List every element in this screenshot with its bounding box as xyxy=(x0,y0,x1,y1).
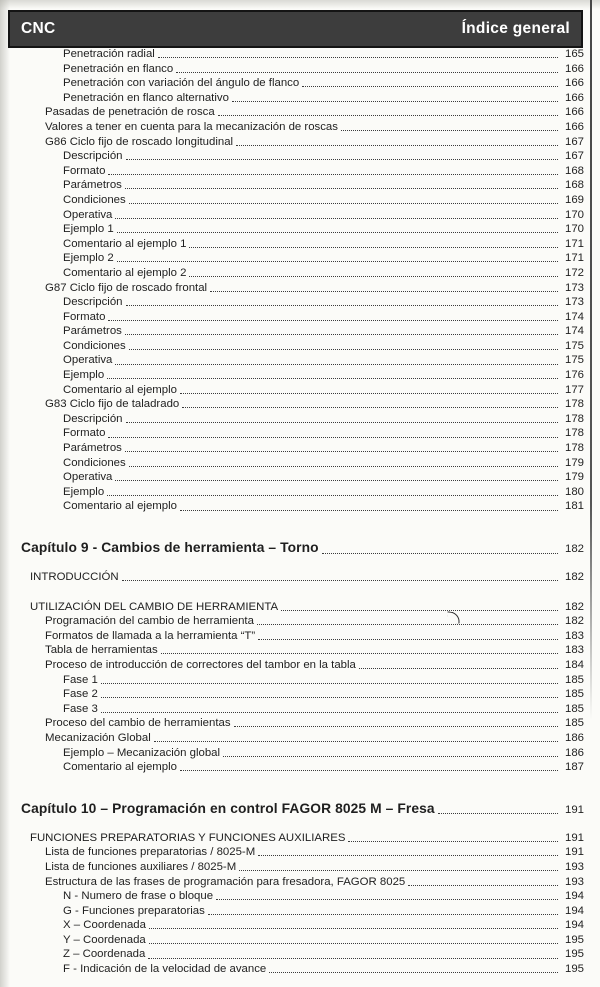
toc-entry-page: 166 xyxy=(564,91,584,104)
dot-leader xyxy=(129,203,558,204)
header-left-title: CNC xyxy=(21,20,56,37)
toc-entry-page: 184 xyxy=(564,658,584,671)
toc-entry xyxy=(0,76,584,91)
toc-entry xyxy=(0,237,584,252)
toc-entry xyxy=(0,62,584,77)
toc-entry-label: Parámetros xyxy=(63,325,122,338)
toc-entry-label: Lista de funciones preparatorias / 8025-M xyxy=(45,846,256,859)
toc-entry-label: Pasadas de penetración de rosca xyxy=(45,106,215,119)
toc-entry-label: Formato xyxy=(63,164,106,177)
toc-entry-label: Condiciones xyxy=(63,193,126,206)
toc-entry-label: Penetración radial xyxy=(63,48,155,60)
toc-entry xyxy=(0,47,584,62)
toc-entry-page: 185 xyxy=(564,702,584,715)
toc-entry xyxy=(0,426,584,441)
toc-entry-label: Penetración con variación del ángulo de flanco xyxy=(63,77,300,90)
toc-entry xyxy=(0,600,584,615)
toc-entry-page: 194 xyxy=(564,919,584,932)
dot-leader xyxy=(148,958,558,959)
toc-entry xyxy=(0,614,584,629)
toc-entry-label: Formato xyxy=(63,427,106,440)
dot-leader xyxy=(408,885,558,886)
toc-entry-page: 181 xyxy=(564,500,584,513)
toc-entry xyxy=(0,702,584,717)
dot-leader xyxy=(117,261,558,262)
header-bar xyxy=(8,10,583,48)
toc-entry-page: 193 xyxy=(564,860,584,873)
dot-leader xyxy=(359,668,558,669)
toc-entry-label: Ejemplo xyxy=(63,369,105,382)
toc-entry xyxy=(0,643,584,658)
toc-entry xyxy=(0,383,584,398)
toc-entry-label: Tabla de herramientas xyxy=(45,644,158,657)
toc-entry-page: 195 xyxy=(564,963,584,976)
toc-entry-page: 185 xyxy=(564,688,584,701)
toc-chapter xyxy=(0,538,584,557)
toc-entry xyxy=(0,845,584,860)
dot-leader xyxy=(257,624,558,625)
toc-entry-page: 185 xyxy=(564,717,584,730)
toc-entry-label: Ejemplo xyxy=(63,485,105,498)
toc-entry-page: 195 xyxy=(564,933,584,946)
toc-entry-page: 171 xyxy=(564,237,584,250)
toc-entry-label: G83 Ciclo fijo de taladrado xyxy=(45,398,180,411)
toc-entry-page: 182 xyxy=(564,571,584,583)
toc-entry-page: 170 xyxy=(564,208,584,221)
dot-leader xyxy=(108,320,558,321)
dot-leader xyxy=(281,610,558,611)
toc-entry xyxy=(0,135,584,150)
dot-leader xyxy=(108,437,558,438)
toc-entry xyxy=(0,222,584,237)
toc-entry-label: Parámetros xyxy=(63,442,122,455)
toc-entry-page: 183 xyxy=(564,629,584,642)
dot-leader xyxy=(126,159,558,160)
toc-entry xyxy=(0,251,584,266)
toc-entry-page: 180 xyxy=(564,485,584,498)
dot-leader xyxy=(234,726,558,727)
dot-leader xyxy=(322,553,558,554)
dot-leader xyxy=(176,72,558,73)
toc-chapter xyxy=(0,799,584,818)
toc-entry xyxy=(0,412,584,427)
toc-entry-page: 174 xyxy=(564,325,584,338)
toc-entry xyxy=(0,629,584,644)
toc-entry-page: 191 xyxy=(564,846,584,859)
toc-entry-page: 170 xyxy=(564,223,584,236)
dot-leader xyxy=(239,870,558,871)
toc-entry-label: Comentario al ejemplo xyxy=(63,761,177,774)
toc-entry-page: 194 xyxy=(564,890,584,903)
toc-entry xyxy=(0,105,584,120)
toc-entry xyxy=(0,918,584,933)
toc-entry xyxy=(0,164,584,179)
dot-leader xyxy=(210,291,558,292)
toc-entry-label: G87 Ciclo fijo de roscado frontal xyxy=(45,281,208,294)
toc-entry xyxy=(0,456,584,471)
toc-entry-page: 193 xyxy=(564,875,584,888)
dot-leader xyxy=(208,914,558,915)
toc-entry-label: Operativa xyxy=(63,471,113,484)
toc-entry-label: Valores a tener en cuenta para la mecanización de roscas xyxy=(45,120,338,133)
toc-entry xyxy=(0,716,584,731)
toc-entry-page: 191 xyxy=(564,803,584,816)
dot-leader xyxy=(218,115,558,116)
toc-entry-page: 173 xyxy=(564,281,584,294)
dot-leader xyxy=(107,495,558,496)
toc-entry xyxy=(0,281,584,296)
scan-artifact xyxy=(446,612,460,624)
dot-leader xyxy=(269,972,558,973)
toc-entry-page: 182 xyxy=(564,543,584,555)
toc-entry-label: Ejemplo – Mecanización global xyxy=(63,746,221,759)
toc-entry xyxy=(0,731,584,746)
dot-leader xyxy=(341,130,558,131)
toc-entry-label: X – Coordenada xyxy=(63,919,146,932)
toc-entry-label: Formatos de llamada a la herramienta “T” xyxy=(45,629,256,642)
dot-leader xyxy=(348,841,558,842)
dot-leader xyxy=(216,899,558,900)
toc-entry xyxy=(0,353,584,368)
dot-leader xyxy=(149,943,558,944)
toc-entry-label: Penetración en flanco xyxy=(63,62,174,75)
toc-entry-label: Y – Coordenada xyxy=(63,933,146,946)
dot-leader xyxy=(129,466,558,467)
toc-entry xyxy=(0,673,584,688)
toc-entry-page: 186 xyxy=(564,731,584,744)
toc-entry-page: 166 xyxy=(564,106,584,119)
toc-entry-page: 178 xyxy=(564,427,584,440)
toc-entry xyxy=(0,310,584,325)
toc-entry-page: 166 xyxy=(564,62,584,75)
toc-entry-page: 178 xyxy=(564,412,584,425)
dot-leader xyxy=(236,145,558,146)
toc-entry-label: Lista de funciones auxiliares / 8025-M xyxy=(45,860,237,873)
toc-entry-page: 178 xyxy=(564,398,584,411)
toc-entry-label: Programación del cambio de herramienta xyxy=(45,615,254,628)
dot-leader xyxy=(302,86,558,87)
toc-entry-label: Condiciones xyxy=(63,339,126,352)
toc-entry-label: N - Numero de frase o bloque xyxy=(63,890,214,903)
dot-leader xyxy=(129,349,558,350)
toc-entry xyxy=(0,339,584,354)
toc-entry xyxy=(0,933,584,948)
toc-entry xyxy=(0,760,584,775)
dot-leader xyxy=(232,101,558,102)
toc-entry xyxy=(0,91,584,106)
toc-entry-label: Fase 1 xyxy=(63,673,98,686)
toc-entry-label: Estructura de las frases de programación para fresadora, FAGOR 8025 xyxy=(45,875,406,888)
toc-entry xyxy=(0,324,584,339)
toc-entry xyxy=(0,746,584,761)
toc-entry-label: Condiciones xyxy=(63,456,126,469)
toc-entry-page: 182 xyxy=(564,600,584,613)
toc-entry-page: 168 xyxy=(564,164,584,177)
toc-entry-label: Comentario al ejemplo xyxy=(63,500,177,513)
toc-entry-page: 172 xyxy=(564,266,584,279)
toc-entry xyxy=(0,499,584,514)
dot-leader xyxy=(189,276,558,277)
dot-leader xyxy=(126,305,558,306)
header-right-title: Índice general xyxy=(461,20,570,37)
toc-entry-page: 178 xyxy=(564,442,584,455)
toc-entry-label: Proceso de introducción de correctores del tambor en la tabla xyxy=(45,658,356,671)
toc-entry-page: 187 xyxy=(564,761,584,774)
toc-entry-page: 186 xyxy=(564,746,584,759)
toc-entry-page: 194 xyxy=(564,904,584,917)
dot-leader xyxy=(180,510,558,511)
toc-entry-page: 174 xyxy=(564,310,584,323)
toc-entry xyxy=(0,947,584,962)
toc-entry xyxy=(0,368,584,383)
toc-entry xyxy=(0,658,584,673)
toc-entry-label: Comentario al ejemplo 2 xyxy=(63,266,187,279)
toc-entry-label: Comentario al ejemplo 1 xyxy=(63,237,187,250)
dot-leader xyxy=(115,480,558,481)
toc-entry xyxy=(0,860,584,875)
dot-leader xyxy=(438,813,558,814)
toc-entry-label: Ejemplo 1 xyxy=(63,223,114,236)
dot-leader xyxy=(161,653,558,654)
toc-entry-page: 166 xyxy=(564,77,584,90)
toc-entry-page: 177 xyxy=(564,383,584,396)
toc-entry-label: Fase 2 xyxy=(63,688,98,701)
dot-leader xyxy=(125,451,558,452)
toc-entry-page: 167 xyxy=(564,150,584,163)
toc-entry-label: Descripción xyxy=(63,296,123,309)
toc-entry-page: 167 xyxy=(564,135,584,148)
page-edge-line xyxy=(590,0,592,720)
toc-entry xyxy=(0,904,584,919)
toc-entry-page: 185 xyxy=(564,673,584,686)
toc-entry xyxy=(0,208,584,223)
toc-entry-label: Descripción xyxy=(63,412,123,425)
toc-entry-label: FUNCIONES PREPARATORIAS Y FUNCIONES AUXILIARES xyxy=(30,831,346,844)
toc-entry-label: Ejemplo 2 xyxy=(63,252,114,265)
toc-entry-page: 166 xyxy=(564,120,584,133)
toc-entry xyxy=(0,687,584,702)
toc-entry-page: 179 xyxy=(564,471,584,484)
toc-entry-label: G86 Ciclo fijo de roscado longitudinal xyxy=(45,135,234,148)
toc-entry-label: Operativa xyxy=(63,208,113,221)
toc-entry-label: Penetración en flanco alternativo xyxy=(63,91,229,104)
toc-entry-page: 182 xyxy=(564,615,584,628)
toc-entry-page: 179 xyxy=(564,456,584,469)
toc-entry xyxy=(0,441,584,456)
toc-entry-label: Comentario al ejemplo xyxy=(63,383,177,396)
dot-leader xyxy=(154,741,558,742)
dot-leader xyxy=(189,247,558,248)
toc-entry-label: Fase 3 xyxy=(63,702,98,715)
toc-entry-label: Operativa xyxy=(63,354,113,367)
toc-entry-page: 195 xyxy=(564,948,584,961)
toc-entry-page: 175 xyxy=(564,339,584,352)
toc-entry-label: INTRODUCCIÓN xyxy=(30,571,119,583)
dot-leader xyxy=(180,770,558,771)
dot-leader xyxy=(125,334,558,335)
toc-entry xyxy=(0,875,584,890)
toc-entry xyxy=(0,149,584,164)
toc-entry-label: Mecanización Global xyxy=(45,731,151,744)
dot-leader xyxy=(258,855,558,856)
toc-entry-label: UTILIZACIÓN DEL CAMBIO DE HERRAMIENTA xyxy=(30,600,279,613)
toc-entry xyxy=(0,178,584,193)
toc-entry-page: 176 xyxy=(564,369,584,382)
dot-leader xyxy=(223,756,558,757)
dot-leader xyxy=(107,378,558,379)
toc-entry-label: Proceso del cambio de herramientas xyxy=(45,717,231,730)
dot-leader xyxy=(182,407,558,408)
toc-entry-label: Parámetros xyxy=(63,179,122,192)
toc-entry-page: 165 xyxy=(564,48,584,60)
dot-leader xyxy=(158,57,558,58)
toc-entry xyxy=(0,962,584,977)
dot-leader xyxy=(125,188,558,189)
toc-list xyxy=(0,47,584,977)
toc-entry-label: Z – Coordenada xyxy=(63,948,146,961)
dot-leader xyxy=(126,422,558,423)
toc-entry-label: Capítulo 9 - Cambios de herramienta – Torno xyxy=(21,540,319,555)
dot-leader xyxy=(115,218,558,219)
toc-entry xyxy=(0,120,584,135)
toc-entry-page: 183 xyxy=(564,644,584,657)
toc-entry-page: 175 xyxy=(564,354,584,367)
dot-leader xyxy=(101,697,558,698)
toc-entry-label: Capítulo 10 – Programación en control FAGOR 8025 M – Fresa xyxy=(21,800,435,816)
dot-leader xyxy=(117,232,558,233)
toc-entry-page: 168 xyxy=(564,179,584,192)
toc-entry-label: F - Indicación de la velocidad de avance xyxy=(63,963,267,976)
dot-leader xyxy=(115,364,558,365)
toc-entry xyxy=(0,295,584,310)
toc-entry xyxy=(0,266,584,281)
toc-entry xyxy=(0,397,584,412)
toc-entry xyxy=(0,470,584,485)
toc-entry xyxy=(0,570,584,585)
dot-leader xyxy=(108,174,558,175)
toc-entry xyxy=(0,193,584,208)
toc-entry-page: 171 xyxy=(564,252,584,265)
dot-leader xyxy=(149,928,558,929)
toc-entry-page: 191 xyxy=(564,831,584,844)
toc-entry xyxy=(0,485,584,500)
dot-leader xyxy=(101,683,558,684)
dot-leader xyxy=(101,712,558,713)
dot-leader xyxy=(258,639,558,640)
toc-entry-label: Formato xyxy=(63,310,106,323)
toc-entry-page: 169 xyxy=(564,193,584,206)
toc-entry-page: 173 xyxy=(564,296,584,309)
dot-leader xyxy=(180,393,558,394)
toc-entry xyxy=(0,831,584,846)
dot-leader xyxy=(122,580,558,581)
toc-entry-label: G - Funciones preparatorias xyxy=(63,904,205,917)
toc-entry xyxy=(0,889,584,904)
toc-entry-label: Descripción xyxy=(63,150,123,163)
